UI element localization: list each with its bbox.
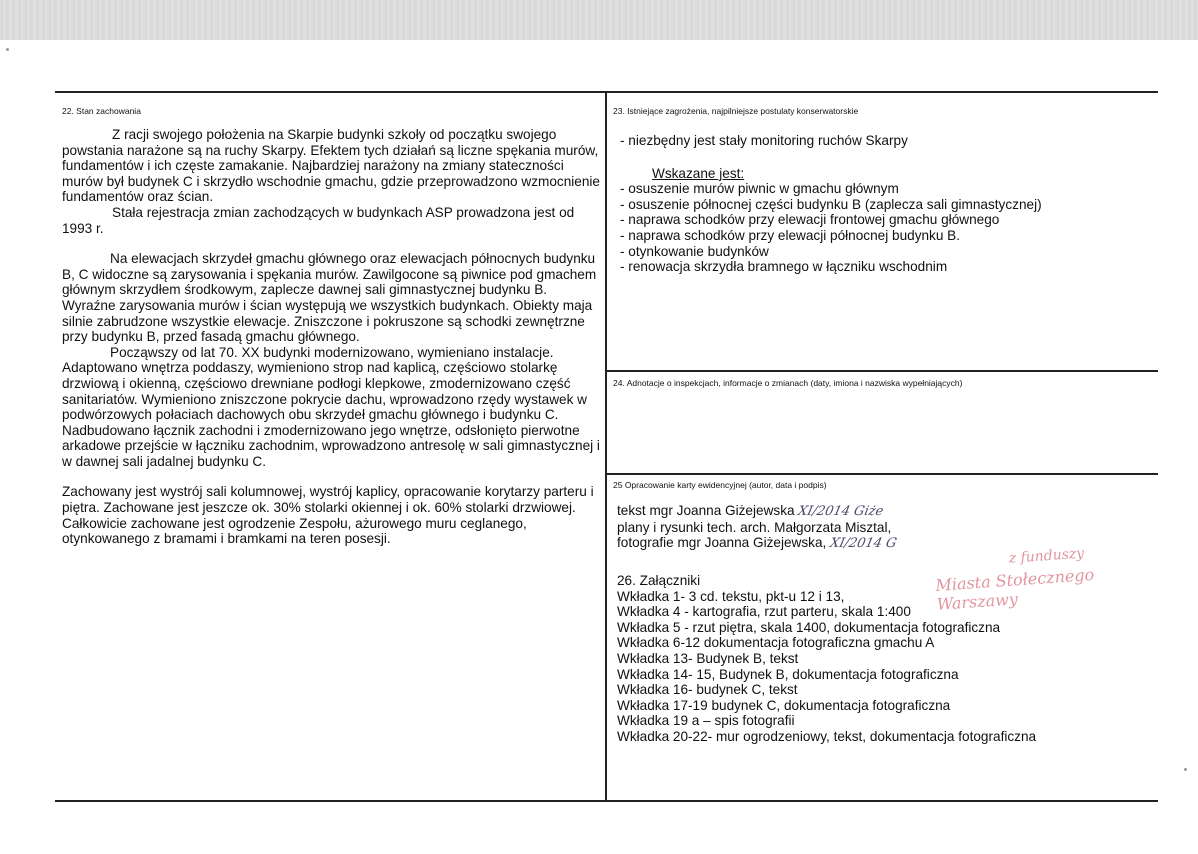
scan-speck <box>6 48 9 51</box>
attachment-item: Wkładka 16- budynek C, tekst <box>617 682 798 698</box>
attachment-item: Wkładka 20-22- mur ogrodzeniowy, tekst, dokumentacja fotograficzna <box>617 728 1037 744</box>
signature: XI/2014 G <box>828 536 899 552</box>
postulate-item: - osuszenie murów piwnic w gmachu głównym <box>620 181 899 197</box>
scan-speck <box>1184 768 1187 771</box>
section26-body <box>617 573 1152 745</box>
section23-heading: Wskazane jest: <box>652 165 745 181</box>
section22-paragraph: Z racji swojego położenia na Skarpie budynki szkoły od początku swojego powstania narażone są na ruchy Skarpy. Efektem tych działań są liczne spękania murów, fundamentów i ich częste zamakanie. Najbardziej narażony na zmiany stateczności murów był budynek C i skrzydło wschodnie gmachu, gdzie przeprowadzono wzmocnienie fundamentów oraz ścian. <box>62 127 600 205</box>
section22-paragraph: Począwszy od lat 70. XX budynki modernizowano, wymieniano instalacje. Adaptowano wnętrza poddaszy, wymieniono strop nad kaplicą, częściowo stolarkę drzwiową i okienną, częściowo drewniane podłogi klepkowe, zmodernizowano część sanitariatów. Wymieniono zniszczone pokrycie dachu, wprowadzono rzędy wystawek w podwórzowych połaciach dachowych obu skrzydeł gmachu głównego i budynku C. Nadbudowano łącznik zachodni i zmodernizowano jego wnętrze, odsłonięto pierwotne arkadowe przejście w łączniku zachodnim, wprowadzono antresolę w sali gimnastycznej i w dawnej sali jadalnej budynku C. <box>62 344 600 469</box>
attachment-item: Wkładka 14- 15, Budynek B, dokumentacja fotograficzna <box>617 666 959 682</box>
section26-label: 26. Załączniki <box>617 573 701 588</box>
attachment-item: Wkładka 17-19 budynek C, dokumentacja fotograficzna <box>617 697 951 713</box>
postulate-item: - osuszenie północnej części budynku B (zaplecza sali gimnastycznej) <box>620 196 1042 212</box>
attachment-item: Wkładka 1- 3 cd. tekstu, pkt-u 12 i 13, <box>617 588 845 604</box>
section25-label: 25 Opracowanie karty ewidencyjnej (autor, data i podpis) <box>613 480 827 490</box>
author-text: plany i rysunki tech. arch. Małgorzata Misztal, <box>617 519 892 535</box>
section22-body <box>62 127 600 547</box>
stamp-line: z funduszy <box>1008 545 1085 567</box>
section22-label: 22. Stan zachowania <box>62 106 141 116</box>
attachment-item: Wkładka 6-12 dokumentacja fotograficzna gmachu A <box>617 635 935 651</box>
attachment-item: Wkładka 5 - rzut piętra, skala 1400, dokumentacja fotograficzna <box>617 619 1001 635</box>
postulate-item: - naprawa schodków przy elewacji północnej budynku B. <box>620 227 961 243</box>
stamp-line: Miasta Stołecznego Warszawy <box>934 564 1095 614</box>
author-line <box>617 520 1152 536</box>
row-divider-24 <box>605 370 1158 372</box>
postulate-item: - naprawa schodków przy elewacji frontowej gmachu głównego <box>620 212 1000 228</box>
section24-label: 24. Adnotacje o inspekcjach, informacje o zmianach (daty, imiona i nazwiska wypełniających) <box>613 378 963 388</box>
postulate-item: - otynkowanie budynków <box>620 243 769 259</box>
signature: XI/2014 Giże <box>796 504 886 519</box>
section22-paragraph: Na elewacjach skrzydeł gmachu głównego oraz elewacjach północnych budynku B, C widoczne są zarysowania i spękania murów. Zawilgocone są piwnice pod gmachem głównym skrzydłem środkowym, zaplecze dawnej sali gimnastycznej budynku B. Wyraźne zarysowania murów i ścian występują we wszystkich budynkach. Obiekty maja silnie zabrudzone wszystkie elewacje. Zniszczone i pokruszone są schodki zewnętrzne przy budynku B, przed fasadą gmachu głównego. <box>62 251 597 345</box>
scan-edge-strip <box>0 0 1198 40</box>
row-divider-25 <box>605 473 1158 475</box>
column-divider <box>605 91 607 802</box>
postulate-item: - renowacja skrzydła bramnego w łączniku wschodnim <box>620 259 948 275</box>
attachment-item: Wkładka 13- Budynek B, tekst <box>617 650 799 666</box>
section23-label: 23. Istniejące zagrożenia, najpilniejsze postulaty konserwatorskie <box>613 106 859 116</box>
author-text: tekst mgr Joanna Giżejewska <box>617 503 799 518</box>
attachment-item: Wkładka 19 a – spis fotografii <box>617 713 795 729</box>
section22-paragraph: Zachowany jest wystrój sali kolumnowej, wystrój kaplicy, opracowanie korytarzy parteru i piętra. Zachowane jest jeszcze ok. 30% stolarki okiennej i ok. 60% stolarki drzwiowej. <box>62 484 594 516</box>
section22-paragraph: Stała rejestracja zmian zachodzących w budynkach ASP prowadzona jest od 1993 r. <box>62 204 575 236</box>
attachment-item: Wkładka 4 - kartografia, rzut parteru, skala 1:400 <box>617 604 911 620</box>
section22-paragraph: Całkowicie zachowane jest ogrodzenie Zespołu, ażurowego muru ceglanego, otynkowanego z bramami i bramkami na teren posesji. <box>62 515 527 547</box>
monitoring-note: - niezbędny jest stały monitoring ruchów Skarpy <box>620 133 908 148</box>
section23-body <box>620 133 1150 275</box>
author-text: fotografie mgr Joanna Giżejewska, <box>617 535 831 551</box>
author-line <box>617 503 1152 520</box>
